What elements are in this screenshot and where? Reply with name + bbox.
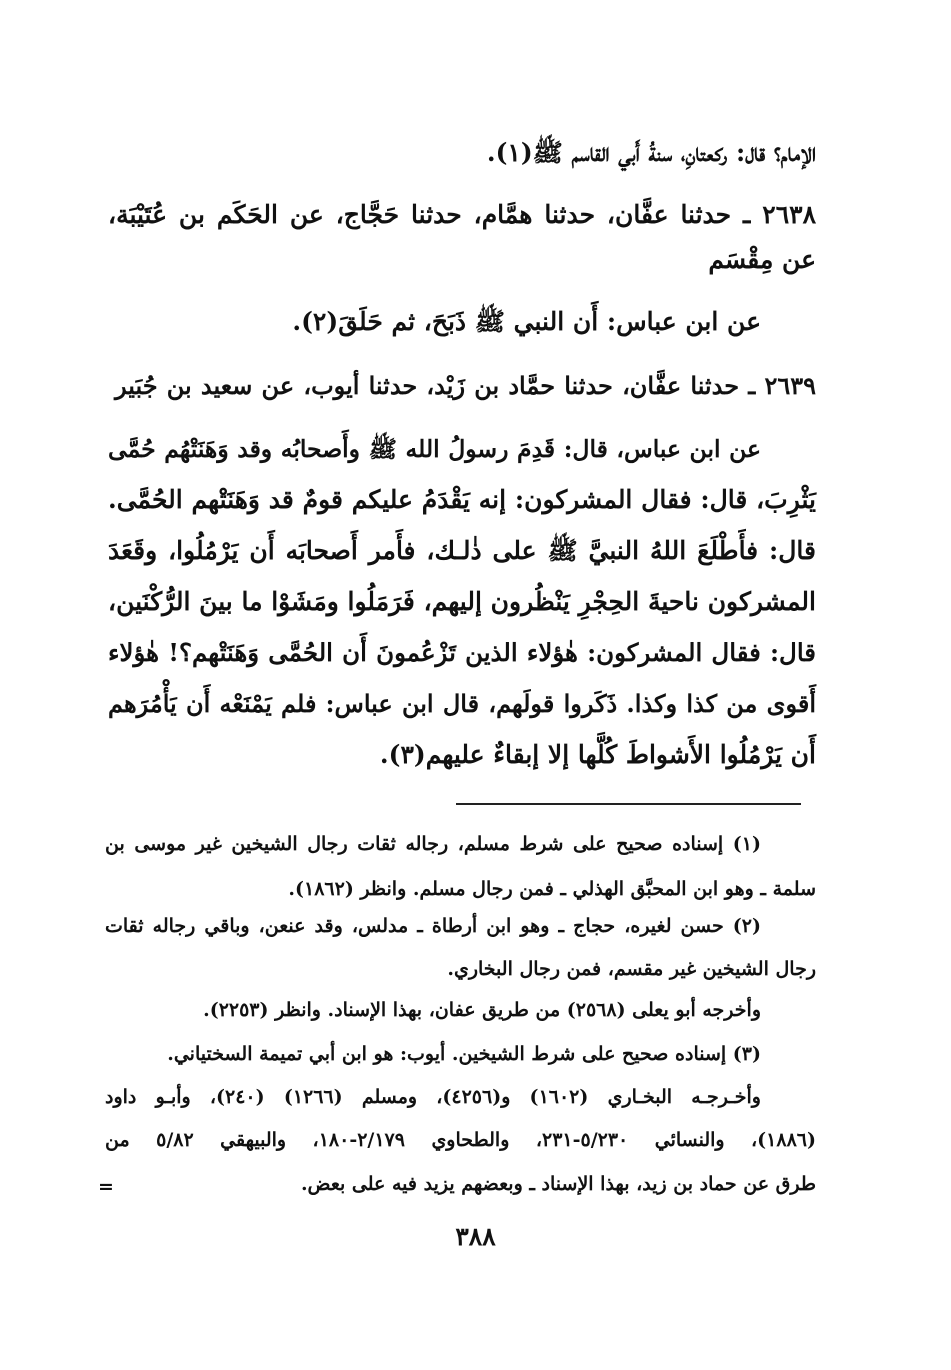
hadith-2639-matn-line-5: قال: فقال المشركون: هٰؤلاء الذين تَزْعُمونَ أَن الحُمَّى وَهَنَتْهم؟! هٰؤلاء (108, 638, 816, 667)
hadith-2639-matn-line-6: أَقوى من كذا وكذا. ذَكَروا قولَهم، قال ابن عباس: فلم يَمْنَعْه أَن يَأْمُرَهم (108, 689, 816, 718)
hadith-2638-isnad-end: عن مِقْسَم (708, 245, 816, 274)
hadith-2639-matn-line-2: يَثْرِبَ، قال: فقال المشركون: إنه يَقْدَمُ عليكم قومٌ قد وَهَنَتْهم الحُمَّى. (108, 485, 816, 514)
footnote-2-line-2: رجال الشيخين غير مقسم، فمن رجال البخاري. (447, 958, 816, 980)
footnote-3-line-1: (٣) إسناده صحيح على شرط الشيخين. أيوب: هو ابن أبي تميمة السختياني. (167, 1043, 761, 1065)
hadith-2639-matn-line-1: عن ابن عباس، قال: قَدِمَ رسولُ الله ﷺ وأَصحابُه وقد وَهَنَتْهُم حُمَّى (108, 435, 761, 463)
footnote-2-line-3: وأخرجه أبو يعلى (٢٥٦٨) من طريق عفان، بهذا الإسناد. وانظر (٢٢٥٣). (203, 999, 761, 1021)
hadith-2639-isnad: ٢٦٣٩ ـ حدثنا عفَّان، حدثنا حمَّاد بن زَيْد، حدثنا أيوب، عن سعيد بن جُبَير (115, 371, 816, 400)
text-line-1: الإمام؟ قال: ركعتانِ، سنةُ أَبي القاسم ﷺ(١). (486, 138, 816, 167)
hadith-2639-matn-line-3: قال: فأَطْلَعَ اللهُ النبيَّ ﷺ على ذٰلـك، فأَمر أَصحابَه أَن يَرْمُلُوا، وقَعَدَ (108, 536, 816, 565)
footnote-1-line-2: سلمة ـ وهو ابن المحبَّق الهذلي ـ فمن رجال مسلم. وانظر (١٨٦٢). (288, 878, 816, 900)
hadith-2639-matn-line-7: أَن يَرْمُلُوا الأَشواطَ كُلَّها إلا إبقاءٌ عليهم(٣). (379, 740, 816, 769)
hadith-2638-matn: عن ابن عباس: أَن النبي ﷺ ذَبَحَ، ثم حَلَقَ(٢). (292, 307, 761, 336)
footnote-3-line-2: وأخـرجـه البخـاري (١٦٠٢) و(٤٢٥٦)، ومسلم (١٢٦٦) (٢٤٠)، وأبـو داود (105, 1086, 761, 1108)
hadith-2638-isnad: ٢٦٣٨ ـ حدثنا عفَّان، حدثنا همَّام، حدثنا حَجَّاج، عن الحَكَم بن عُتَيْبَة، (108, 200, 816, 229)
footnote-3-line-4: طرق عن حماد بن زيد، بهذا الإسناد ـ وبعضهم يزيد فيه على بعض. (300, 1173, 816, 1195)
footnote-3-line-3: (١٨٨٦)، والنسائي ٥/٢٣٠-٢٣١، والطحاوي ٢/١٧٩-١٨٠، والبيهقي ٥/٨٢ من (105, 1129, 816, 1151)
hadith-2639-matn-line-4: المشركون ناحيةَ الحِجْرِ يَنْظُرون إليهم، فَرَمَلُوا ومَشَوْا ما بينَ الرُّكْنَين، (108, 587, 816, 616)
footnote-2-line-1: (٢) حسن لغيره، حجاج ـ وهو ابن أرطاة ـ مدلس، وقد عنعن، وباقي رجاله ثقات (105, 915, 761, 937)
page-number: ٣٨٨ (455, 1222, 496, 1251)
continuation-mark: = (98, 1176, 114, 1198)
footnote-separator (456, 803, 801, 805)
footnote-1-line-1: (١) إسناده صحيح على شرط مسلم، رجاله ثقات رجال الشيخين غير موسى بن (105, 833, 761, 855)
